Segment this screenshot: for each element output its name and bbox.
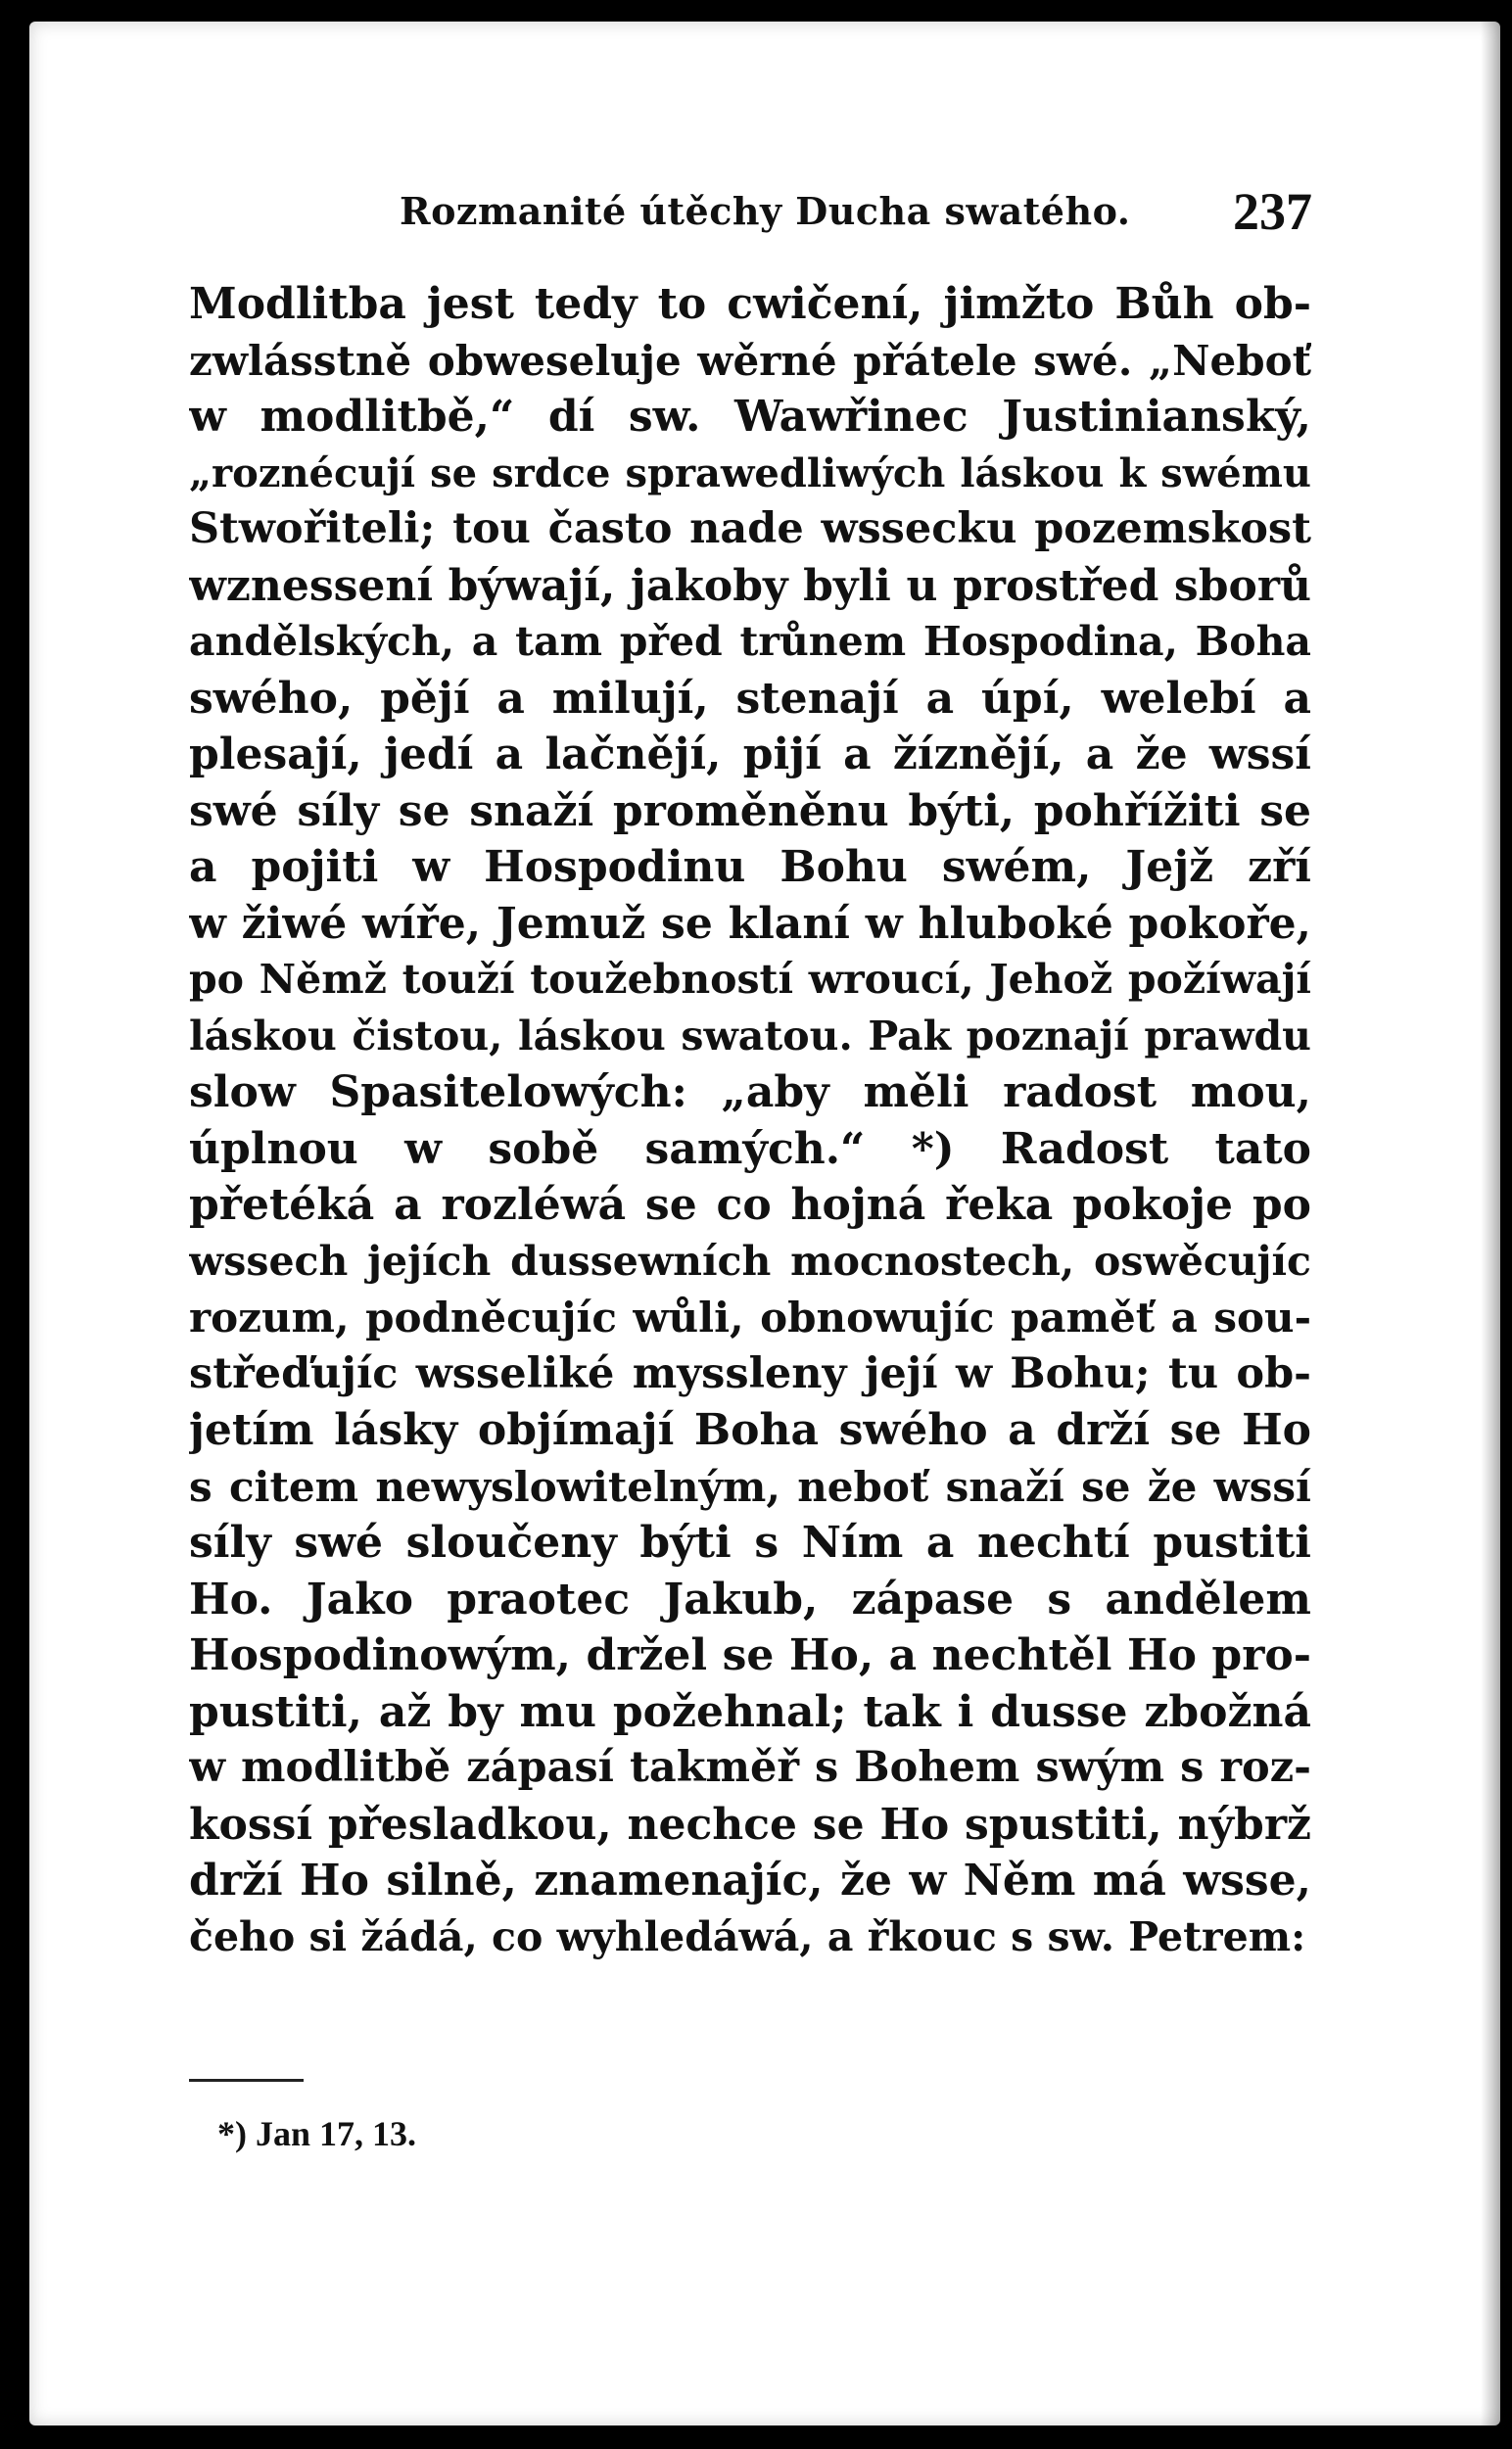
text-line: w žiwé wíře, Jemuž se klaní w hluboké pokoře, bbox=[189, 898, 1311, 949]
text-line: drží Ho silně, znamenajíc, že w Něm má wsse, bbox=[189, 1856, 1311, 1906]
text-line: čeho si žádá, co wyhledáwá, a řkouc s sw. Petrem: bbox=[189, 1912, 1306, 1960]
text-line: zwlásstně obweseluje wěrné přátele swé. „Neboť bbox=[189, 336, 1311, 385]
text-line: andělských, a tam před trůnem Hospodina, Boha bbox=[189, 618, 1311, 665]
text-line: Modlitba jest tedy to cwičení, jimžto Bůh ob- bbox=[189, 279, 1311, 329]
text-line: přetéká a rozléwá se co hojná řeka pokoje po bbox=[189, 1180, 1311, 1230]
text-line: swé síly se snaží proměněnu býti, pohřížiti se bbox=[189, 785, 1311, 836]
footnote-rule bbox=[189, 2079, 304, 2082]
text-line: střeďujíc wsseliké myssleny její w Bohu; tu ob- bbox=[189, 1348, 1311, 1398]
text-line: w modlitbě,“ dí sw. Wawřinec Justinianský, bbox=[189, 392, 1311, 442]
text-line: kossí přesladkou, nechce se Ho spustiti, nýbrž bbox=[189, 1799, 1311, 1850]
text-line: pustiti, až by mu požehnal; tak i dusse zbožná bbox=[189, 1686, 1311, 1737]
text-line: wznessení býwají, jakoby byli u prostřed sborů bbox=[189, 560, 1311, 611]
text-line: Stwořiteli; tou často nade wssecku pozemskost bbox=[189, 504, 1311, 553]
text-line: „roznécují se srdce sprawedliwých láskou k swému bbox=[189, 449, 1311, 496]
text-line: po Němž touží toužebností wroucí, Jehož požíwají bbox=[189, 956, 1311, 1003]
text-line: a pojiti w Hospodinu Bohu swém, Jejž zří bbox=[189, 842, 1311, 892]
text-line: síly swé sloučeny býti s Ním a nechtí pustiti bbox=[189, 1518, 1311, 1568]
text-line: w modlitbě zápasí takměř s Bohem swým s roz- bbox=[189, 1743, 1311, 1792]
running-title: Rozmanité útěchy Ducha swatého. bbox=[400, 189, 1131, 233]
page-header bbox=[380, 181, 1312, 250]
text-line: Ho. Jako praotec Jakub, zápase s andělem bbox=[189, 1574, 1311, 1625]
text-line: s citem newyslowitelným, neboť snaží se že wssí bbox=[189, 1462, 1311, 1511]
footnote: *) Jan 17, 13. bbox=[217, 2114, 417, 2153]
text-line: jetím lásky objímají Boha swého a drží se Ho bbox=[189, 1405, 1311, 1455]
page-number: 237 bbox=[1233, 182, 1312, 241]
page-edge-shadow bbox=[1481, 22, 1500, 2425]
text-line: láskou čistou, láskou swatou. Pak poznají prawdu bbox=[189, 1012, 1311, 1060]
text-line: plesají, jedí a lačnějí, pijí a žíznějí, a že wssí bbox=[189, 730, 1311, 779]
text-line: Hospodinowým, držel se Ho, a nechtěl Ho pro- bbox=[189, 1630, 1311, 1680]
text-line: úplnou w sobě samých.“ *) Radost tato bbox=[189, 1123, 1311, 1174]
text-line: wssech jejích dussewních mocnostech, oswěcujíc bbox=[189, 1237, 1311, 1285]
text-line: slow Spasitelowých: „aby měli radost mou, bbox=[189, 1067, 1311, 1117]
body-text bbox=[189, 276, 1311, 1965]
text-line: rozum, podněcujíc wůli, obnowujíc paměť a sou- bbox=[189, 1294, 1311, 1342]
text-line: swého, pějí a milují, stenají a úpí, welebí a bbox=[189, 673, 1311, 724]
